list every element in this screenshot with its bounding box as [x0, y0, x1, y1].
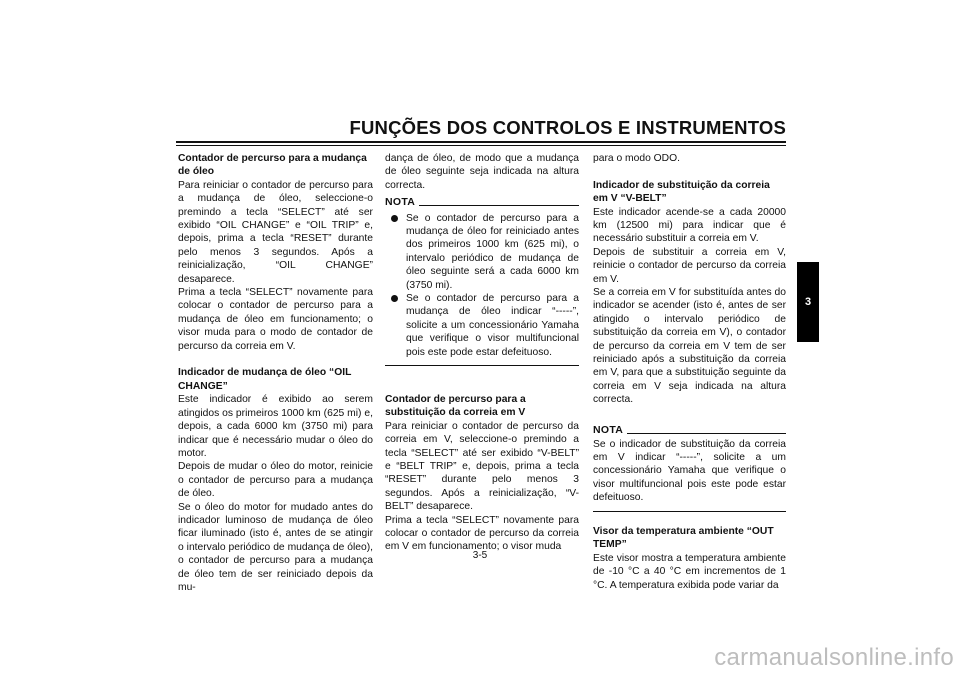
paragraph: dança de óleo, de modo que a mudança de óleo seguinte seja indicada na altura correcta. [385, 153, 579, 191]
note-rule [627, 433, 786, 434]
list-item [385, 292, 579, 359]
paragraph: para o modo ODO. [593, 153, 680, 164]
bullet-icon [391, 295, 398, 302]
paragraph: Depois de mudar o óleo do motor, reinicie o contador de percurso para a mudança de óleo. [178, 461, 373, 500]
paragraph: Depois de substituir a correia em V, reinicie o contador de percurso da correia em V. [593, 246, 786, 285]
bullet-icon [391, 215, 398, 222]
paragraph: Prima a tecla “SELECT” novamente para colocar o contador de percurso para a mudança de óleo em funcionamento; o visor muda para o modo de contador de percurso da correia em V. [178, 287, 373, 352]
paragraph: Este visor mostra a temperatura ambiente de -10 °C a 40 °C em incrementos de 1 °C. A temperatura exibida pode variar da [593, 552, 786, 591]
list-item-text: Se o contador de percurso para a mudança de óleo for reiniciado antes dos primeiros 1000 km (625 mi), o intervalo periódico de mudança de óleo seguinte será a cada 6000 km (3750 mi). [406, 212, 579, 291]
list-item-text: Se o contador de percurso para a mudança de óleo indicar “-----”, solicite a um concessionário Yamaha que verifique o visor multifuncional pois este pode estar defeituoso. [406, 293, 579, 358]
column-1 [178, 152, 373, 594]
note-rule [419, 205, 579, 206]
page-number: 3-5 [472, 550, 488, 561]
section-heading: Indicador de mudança de óleo “OIL CHANGE” [178, 367, 352, 392]
note-box [593, 424, 786, 511]
section-heading: Visor da temperatura ambiente “OUT TEMP” [593, 525, 774, 551]
note-box [385, 196, 579, 366]
column-3 [593, 152, 786, 592]
note-label: NOTA [593, 424, 624, 437]
section-heading: Indicador de substituição da correia em V “V-BELT” [593, 179, 770, 205]
paragraph: Se o óleo do motor for mudado antes do indicador luminoso de mudança de óleo ficar iluminado (isto é, antes de se atingir o intervalo periódico de mudança de óleo), o contador de percurso para a mudança de óleo tem de ser reiniciado depois da mu- [178, 501, 373, 593]
paragraph: Este indicador é exibido ao serem atingidos os primeiros 1000 km (625 mi) e, depois, a cada 6000 km (3750 mi) para indicar que é necessário mudar o óleo do motor. [178, 394, 373, 459]
paragraph: Este indicador acende-se a cada 20000 km (12500 mi) para indicar que é necessário substituir a correia em V. [593, 206, 786, 245]
list-item [385, 212, 579, 292]
section-heading: Contador de percurso para a mudança de óleo [178, 153, 367, 178]
section-heading: Contador de percurso para a substituição da correia em V [385, 393, 526, 419]
paragraph: Para reiniciar o contador de percurso para a mudança de óleo, seleccione-o premindo a tecla “SELECT” até ser exibido “OIL CHANGE” e “OIL TRIP” e, depois, prima a tecla “RESET” durante pelo menos 3 segundos. Após a reinicialização, “OIL CHANGE” desaparece. [178, 179, 373, 285]
paragraph: Para reiniciar o contador de percurso da correia em V, seleccione-o premindo a tecla “SELECT” até ser exibido “V-BELT” e “BELT TRIP” e, depois, prima a tecla “RESET” durante pelo menos 3 segundos. Após a reinicialização, “V-BELT” desaparece. [385, 420, 579, 513]
page-title: FUNÇÕES DOS CONTROLOS E INSTRUMENTOS [349, 117, 786, 138]
paragraph: Se a correia em V for substituída antes do indicador se acender (isto é, antes de ser atingido o intervalo periódico de substituição da correia em V), o contador de percurso da correia em V tem de ser reiniciado após a substituição da correia em V, para que a substituição seguinte da correia em V seja indicada na altura correcta. [593, 287, 786, 406]
watermark: carmanualsonline.info [714, 644, 954, 671]
note-label: NOTA [385, 196, 416, 209]
header-rule [176, 141, 786, 143]
note-list [385, 212, 579, 359]
column-2 [385, 152, 579, 554]
paragraph: Prima a tecla “SELECT” novamente para colocar o contador de percurso da correia em V em funcionamento; o visor muda [385, 514, 579, 553]
note-text: Se o indicador de substituição da correia em V indicar “-----”, solicite a um concessionário Yamaha que verifique o visor multifuncional pois este pode estar defeituoso. [593, 438, 786, 504]
chapter-tab: 3 [797, 262, 819, 342]
header-rule-thin [176, 145, 786, 146]
